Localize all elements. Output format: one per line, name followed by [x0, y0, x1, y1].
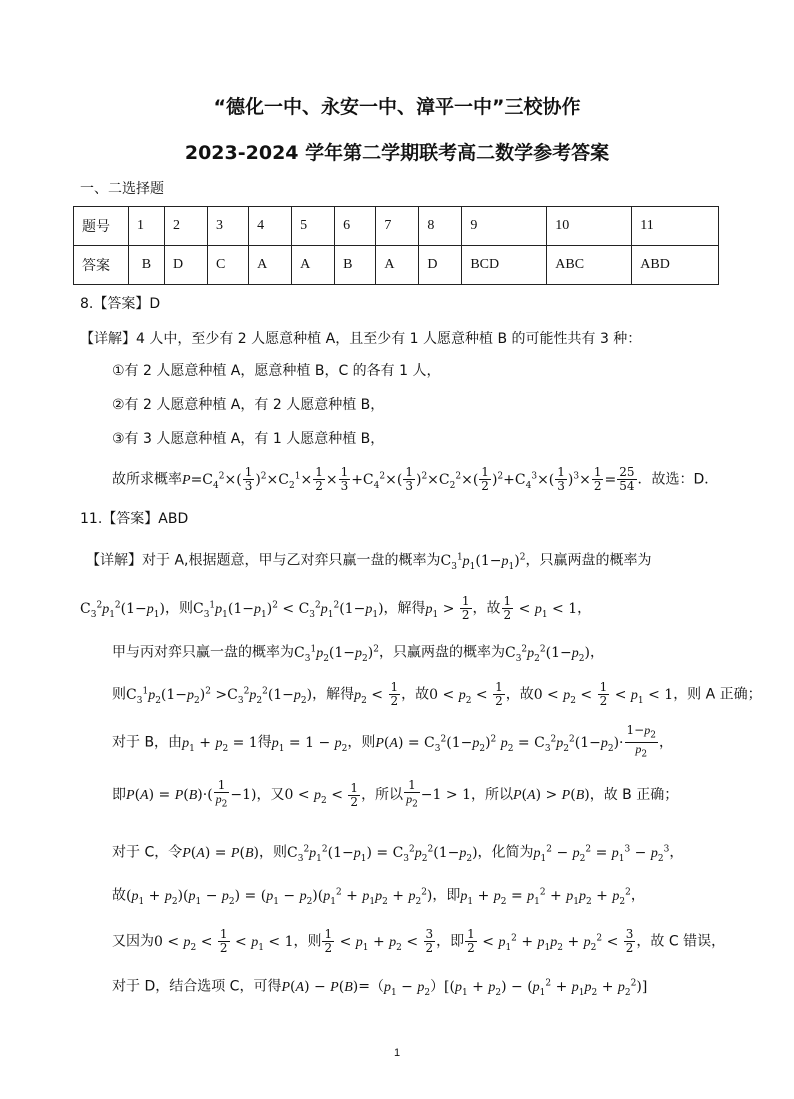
- section-heading: 一、二选择题: [80, 181, 164, 197]
- q11-line-10: [112, 974, 647, 1001]
- text: ，解得: [312, 686, 355, 703]
- text: 则: [112, 686, 126, 703]
- formula: P(A) − P(B): [281, 978, 359, 995]
- text: ，所以: [470, 787, 513, 803]
- text: 对于 C，令: [112, 844, 183, 861]
- formula: P(A) = P(B): [182, 844, 259, 861]
- table-cell: 10: [547, 207, 632, 246]
- formula: P(A) = P(B)·( $\frac{1}{p_2}$ −1): [126, 777, 257, 810]
- q8-case-2: ②有 2 人愿意种植 A，有 2 人愿意种植 B，: [112, 397, 385, 413]
- formula: $0 < p_2$ < $\frac{1}{2}$: [429, 680, 503, 709]
- q11-line-7: 对于 C，令P(A) = P(B)，则$C_3^2p_1^2(1-p_1) = C_3^2p_2^2(1-p_2)$，化简为$p_1^2 - p_2^2 = p_1^3 - p_2^3$，: [112, 844, 684, 864]
- text: 故: [112, 887, 126, 904]
- table-cell: ABD: [632, 246, 719, 285]
- q11-line-4: [112, 674, 762, 717]
- formula: $0 < p_2$ < $\frac{1}{2}$ < $p_1 < 1$: [533, 680, 674, 709]
- text: 甲与丙对弈只赢一盘的概率为: [112, 644, 294, 661]
- text: 对于 D，结合选项 C，可得: [112, 978, 282, 995]
- q8-conclusion: [112, 458, 718, 503]
- text: 得: [257, 734, 272, 751]
- text: ，则 A 正确；: [673, 686, 762, 703]
- formula: $(p_1 + p_2)(p_1 - p_2) = (p_1 - p_2)(p_1^2 + p_1p_2 + p_2^2)$: [126, 887, 433, 907]
- text: ，则: [258, 844, 287, 861]
- table-cell: D: [419, 246, 462, 285]
- q11-line-9: [112, 920, 725, 965]
- text: ，则: [164, 600, 193, 617]
- table-cell: B: [129, 246, 165, 285]
- table-cell: 2: [164, 207, 207, 246]
- text: ，则: [293, 933, 322, 950]
- q11-line-5: 对于 B，由$p_1 + p_2 = 1$得$p_1 = 1 - p_2$，则$P(A) = C_3^2(1-p_2)^2$ $p_2 = C_3^2p_2^2(1-p_2)\cdot$ $\frac{1-p_2}{p_2}$ ，: [112, 722, 673, 760]
- title-line-1: “德化一中、永安一中、漳平一中”三校协作: [213, 96, 581, 118]
- table-cell: 4: [249, 207, 292, 246]
- formula: $\frac{1}{2}$ < $p_1 + p_2$ < $\frac{3}{2}$: [324, 927, 434, 956]
- table-cell: A: [376, 246, 419, 285]
- formula: $P=C_4^2\times$( $\frac{1}{3}$ )$^2\times C_2^1\times$ $\frac{1}{2}$ × $\frac{1}{3}$ $+C_4^2\times$( $\frac{1}{3}$ )$^2\times C_2^2\times$( $\frac{1}{2}$ )$^2+C_4^3\times$( $\frac{1}{3}$ )$^3$× $\frac{1}{2}$ = $\frac{25}{54}$: [182, 465, 635, 494]
- formula: $C_3^2p_2^2(1-p_2)$: [504, 644, 590, 664]
- table-cell: A: [292, 246, 335, 285]
- text: ，故: [505, 686, 534, 703]
- formula: $C_3^2p_1^2(1-p_1) = C_3^2p_2^2(1-p_2)$: [286, 844, 478, 864]
- table-row: [74, 246, 719, 285]
- text: 对于 B，由: [112, 734, 183, 751]
- q8-detail: 【详解】4 人中，至少有 2 人愿意种植 A，且至少有 1 人愿意种植 B 的可能性共有 3 种：: [80, 331, 642, 347]
- table-row: [74, 207, 719, 246]
- text: ，又: [256, 787, 285, 803]
- table-cell: 1: [129, 207, 165, 246]
- table-cell: B: [335, 246, 376, 285]
- table-cell: BCD: [462, 246, 547, 285]
- formula: $p_1$ > $\frac{1}{2}$: [425, 594, 470, 623]
- table-cell: D: [164, 246, 207, 285]
- formula: $p_1 + p_2 = p_1^2 + p_1p_2 + p_2^2$: [460, 887, 631, 907]
- q8-case-3: ③有 3 人愿意种植 A，有 1 人愿意种植 B，: [112, 431, 385, 447]
- text: ，化简为: [477, 844, 534, 861]
- text: ，即: [432, 887, 461, 904]
- text: ，所以: [361, 787, 404, 803]
- formula: $C_3^1p_1(1-p_1)^2$: [440, 552, 526, 572]
- text: 【详解】对于 A,根据题意，甲与乙对弈只赢一盘的概率为: [86, 552, 441, 569]
- table-cell: 5: [292, 207, 335, 246]
- q11-line-8: 故$(p_1 + p_2)(p_1 - p_2) = (p_1 - p_2)(p_1^2 + p_1p_2 + p_2^2)$，即$p_1 + p_2 = p_1^2 + p_1p_2 + p_2^2$，: [112, 887, 645, 907]
- text: =: [358, 978, 370, 995]
- text: 即: [112, 787, 126, 803]
- text: 又因为: [112, 933, 154, 950]
- table-cell: C: [207, 246, 248, 285]
- page-number: 1: [393, 1047, 401, 1059]
- table-cell: 3: [207, 207, 248, 246]
- table-cell: 8: [419, 207, 462, 246]
- formula: $\frac{1}{2}$ < $p_1^2 + p_1p_2 + p_2^2$ < $\frac{3}{2}$: [467, 927, 634, 956]
- formula: $\frac{1}{p_2}$ −1 > 1: [406, 777, 471, 810]
- text: ，即: [436, 933, 465, 950]
- table-cell: 6: [335, 207, 376, 246]
- formula: $(p_1 - p_2)[(p_1 + p_2) - (p_1^2 + p_1p_2 + p_2^2)]$: [369, 978, 648, 998]
- formula: $0 < p_2$ < $\frac{1}{2}$: [284, 780, 359, 809]
- table-cell: 题号: [74, 207, 129, 246]
- formula: $p_1 = 1 - p_2$: [271, 734, 348, 754]
- formula: $C_3^2p_1^2(1-p_1)$: [80, 600, 165, 620]
- table-cell: 7: [376, 207, 419, 246]
- table-cell: 11: [632, 207, 719, 246]
- formula: $p_2$ < $\frac{1}{2}$: [354, 680, 399, 709]
- q11-line-6: [112, 776, 678, 820]
- formula: $p_1 + p_2 = 1$: [182, 734, 258, 754]
- text: ，只赢两盘的概率为: [378, 644, 505, 661]
- formula: $\frac{1}{2}$ < $p_1 < 1$: [503, 594, 578, 623]
- q8-conclusion-suffix: ．故选：D．: [637, 471, 719, 488]
- formula: $0 < p_2$ < $\frac{1}{2}$ < $p_1 < 1$: [154, 927, 294, 956]
- table-cell: 9: [462, 207, 547, 246]
- q11-line-1: [86, 548, 651, 575]
- text: ，解得: [383, 600, 426, 617]
- formula: P(A) > P(B): [512, 787, 590, 803]
- formula: $P(A) = C_3^2(1-p_2)^2$ $p_2 = C_3^2p_2^2(1-p_2)\cdot$ $\frac{1-p_2}{p_2}$: [375, 722, 656, 760]
- text: ，只赢两盘的概率为: [525, 552, 652, 569]
- q11-heading: 11.【答案】ABD: [80, 511, 189, 527]
- table-cell: A: [249, 246, 292, 285]
- answer-table: [73, 206, 719, 285]
- table-cell: 答案: [74, 246, 129, 285]
- text: ，故 C 错误，: [636, 933, 726, 950]
- text: ，故 B 正确；: [589, 787, 679, 803]
- formula: $p_1^2 - p_2^2 = p_1^3 - p_2^3$: [533, 844, 670, 864]
- formula: $C_3^1p_2(1-p_2)^2$: [294, 644, 379, 664]
- title-line-2: 2023-2024 学年第二学期联考高二数学参考答案: [184, 142, 610, 164]
- formula: $C_3^1p_2(1-p_2)^2 >C_3^2p_2^2(1-p_2)$: [126, 686, 313, 706]
- q11-line-2: $C_3^2p_1^2(1-p_1)$，则$C_3^1p_1(1-p_1)^2 < C_3^2p_1^2(1-p_1)$，解得$p_1$ > $\frac{1}{2}$ ，故 $\frac{1}{2}$ < $p_1 < 1$，: [80, 594, 592, 623]
- q8-case-1: ①有 2 人愿意种植 A，愿意种植 B，C 的各有 1 人，: [112, 363, 441, 379]
- q8-conclusion-prefix: 故所求概率: [112, 471, 182, 488]
- text: ，故: [472, 600, 501, 617]
- formula: $C_3^1p_1(1-p_1)^2 < C_3^2p_1^2(1-p_1)$: [192, 600, 384, 620]
- q8-heading: 8.【答案】D: [80, 296, 161, 312]
- table-cell: ABC: [547, 246, 632, 285]
- text: ，则: [347, 734, 376, 751]
- text: ，故: [401, 686, 430, 703]
- q11-line-3: 甲与丙对弈只赢一盘的概率为$C_3^1p_2(1-p_2)^2$，只赢两盘的概率为$C_3^2p_2^2(1-p_2)$，: [112, 644, 604, 664]
